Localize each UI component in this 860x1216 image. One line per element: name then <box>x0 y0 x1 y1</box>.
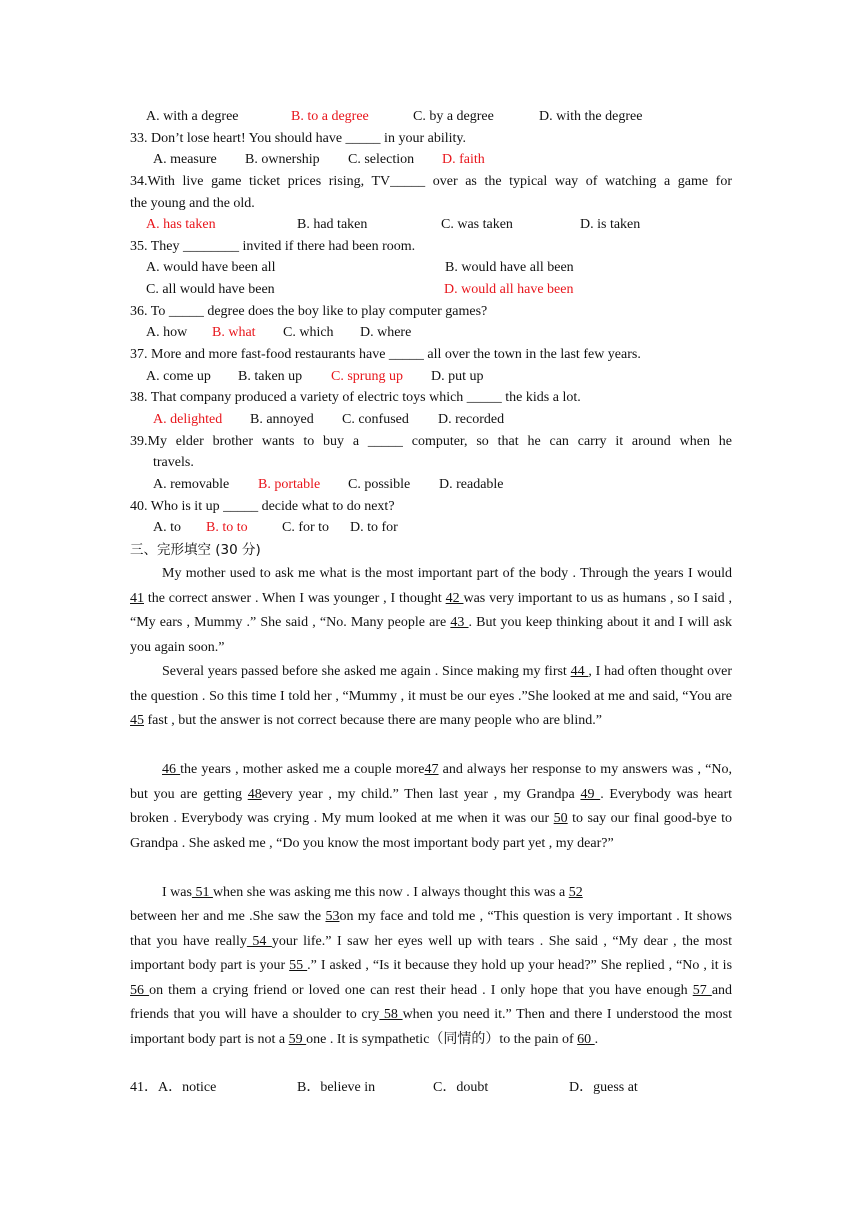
blank-45: 45 <box>130 713 144 729</box>
blank-42: 42 <box>445 590 464 606</box>
q34-option-b: B. had taken <box>297 217 368 232</box>
q34-option-a-answer: A. has taken <box>146 217 216 232</box>
blank-57: 57 <box>692 982 712 998</box>
q39-stem-line1: 39.My elder brother wants to buy a _____ computer, so that he can carry it around when he <box>130 434 732 449</box>
q39-option-a: A. removable <box>153 477 230 492</box>
q37-option-d: D. put up <box>431 369 484 384</box>
q35-option-c: C. all would have been <box>146 282 275 297</box>
blank-52: 52 <box>568 885 583 900</box>
q34-option-d: D. is taken <box>580 217 641 232</box>
q39-option-d: D. readable <box>439 477 504 492</box>
q38-stem: 38. That company produced a variety of electric toys which _____ the kids a lot. <box>130 390 581 405</box>
q33-option-c: C. selection <box>348 152 415 167</box>
q38-option-c: C. confused <box>342 412 409 427</box>
blank-44: 44 <box>570 664 589 679</box>
q40-option-a: A. to <box>153 520 181 535</box>
q39-option-b-answer: B. portable <box>258 477 321 492</box>
q33-stem: 33. Don’t lose heart! You should have _____ in your ability. <box>130 131 466 146</box>
q41-option-d: D．guess at <box>569 1080 638 1095</box>
q32-option-c: C. by a degree <box>413 109 494 124</box>
blank-58: 58 <box>379 1007 403 1023</box>
q36-stem: 36. To _____ degree does the boy like to play computer games? <box>130 304 488 319</box>
q32-option-d: D. with the degree <box>539 109 643 124</box>
q33-option-b: B. ownership <box>245 152 320 167</box>
passage-paragraph-4-line1: I was 51 when she was asking me this now . I always thought this was a 52 <box>162 885 583 900</box>
blank-54: 54 <box>246 933 272 949</box>
q35-option-a: A. would have been all <box>146 260 276 275</box>
blank-48: 48 <box>247 786 262 802</box>
blank-60: 60 <box>577 1031 595 1047</box>
q35-stem: 35. They ________ invited if there had been room. <box>130 239 416 254</box>
blank-49: 49 <box>580 786 601 802</box>
blank-55: 55 <box>289 958 308 974</box>
blank-47: 47 <box>424 762 439 777</box>
blank-53: 53 <box>325 909 340 924</box>
blank-50: 50 <box>553 811 568 827</box>
q32-option-b-answer: B. to a degree <box>291 109 369 124</box>
passage-paragraph-3: 46 the years , mother asked me a couple more47 and always her response to my answers was , “No, but you are getting 48every year , my child.” Then last year , my Grandpa 49 . Everybody was heart broken . Everybody was crying . My mum looked at me when it was our 50 to say our final good-bye to Grandpa . She asked me , “Do you know the most important body part yet , my dear?” <box>130 762 733 851</box>
q38-option-a-answer: A. delighted <box>153 412 223 427</box>
q36-option-b-answer: B. what <box>212 325 256 340</box>
q40-option-d: D. to for <box>350 520 398 535</box>
q41-option-a: 41．A．notice <box>130 1080 217 1095</box>
passage-paragraph-4: between her and me .She saw the 53on my face and told me , “This question is very important . It shows that you have really 54 your life.” I saw her eyes well up with tears . She said , “My dear , the most important body part is your 55 .” I asked , “Is it because they hold up your head?” She replied , “No , it is 56 on them a crying friend or loved one can rest their head . I only hope that you have enough 57 and friends that you will have a shoulder to cry 58 when you need it.” Then and there I understood the most important body part is not a 59 one . It is sympathetic（同情的）to the pain of 60 . <box>130 909 733 1047</box>
passage-paragraph-1: My mother used to ask me what is the most important part of the body . Through the years I would 41 the correct answer . When I was younger , I thought 42 was very important to us as humans , so I said , “My ears , Mummy .” She said , “No. Many people are 43 . But you keep thinking about it and I will ask you again soon.” <box>130 566 733 655</box>
q37-option-b: B. taken up <box>238 369 303 384</box>
q33-option-d-answer: D. faith <box>442 152 485 167</box>
q34-option-c: C. was taken <box>441 217 513 232</box>
q37-option-c-answer: C. sprung up <box>331 369 403 384</box>
q33-option-a: A. measure <box>153 152 217 167</box>
q34-stem-line2: the young and the old. <box>130 196 255 211</box>
q41-option-b: B．believe in <box>297 1080 376 1095</box>
blank-46: 46 <box>162 762 181 777</box>
q38-option-b: B. annoyed <box>250 412 314 427</box>
q40-option-b-answer: B. to to <box>206 520 248 535</box>
blank-59: 59 <box>288 1031 307 1047</box>
q37-option-a: A. come up <box>146 369 211 384</box>
q36-option-d: D. where <box>360 325 412 340</box>
q39-option-c: C. possible <box>348 477 411 492</box>
blank-51: 51 <box>191 885 213 900</box>
q41-option-c: C．doubt <box>433 1080 489 1095</box>
q35-option-b: B. would have all been <box>445 260 574 275</box>
section-3-heading: 三、完形填空 (30 分) <box>130 542 261 558</box>
blank-43: 43 <box>450 615 469 631</box>
q34-stem-line1: 34.With live game ticket prices rising, TV_____ over as the typical way of watching a game for <box>130 174 732 189</box>
blank-56: 56 <box>130 982 150 998</box>
q32-option-a: A. with a degree <box>146 109 239 124</box>
blank-41: 41 <box>130 590 144 606</box>
q40-stem: 40. Who is it up _____ decide what to do next? <box>130 499 395 514</box>
q36-option-a: A. how <box>146 325 188 340</box>
q37-stem: 37. More and more fast-food restaurants have _____ all over the town in the last few years. <box>130 347 641 362</box>
q36-option-c: C. which <box>283 325 334 340</box>
q40-option-c: C. for to <box>282 520 330 535</box>
passage-paragraph-2: Several years passed before she asked me again . Since making my first 44 , I had often thought over the question . So this time I told her , “Mummy , it must be our eyes .”She looked at me and said, “You are 45 fast , but the answer is not correct because there are many people who are blind.” <box>130 664 733 729</box>
q38-option-d: D. recorded <box>438 412 505 427</box>
q39-stem-line2: travels. <box>153 455 194 470</box>
q35-option-d-answer: D. would all have been <box>444 282 574 297</box>
